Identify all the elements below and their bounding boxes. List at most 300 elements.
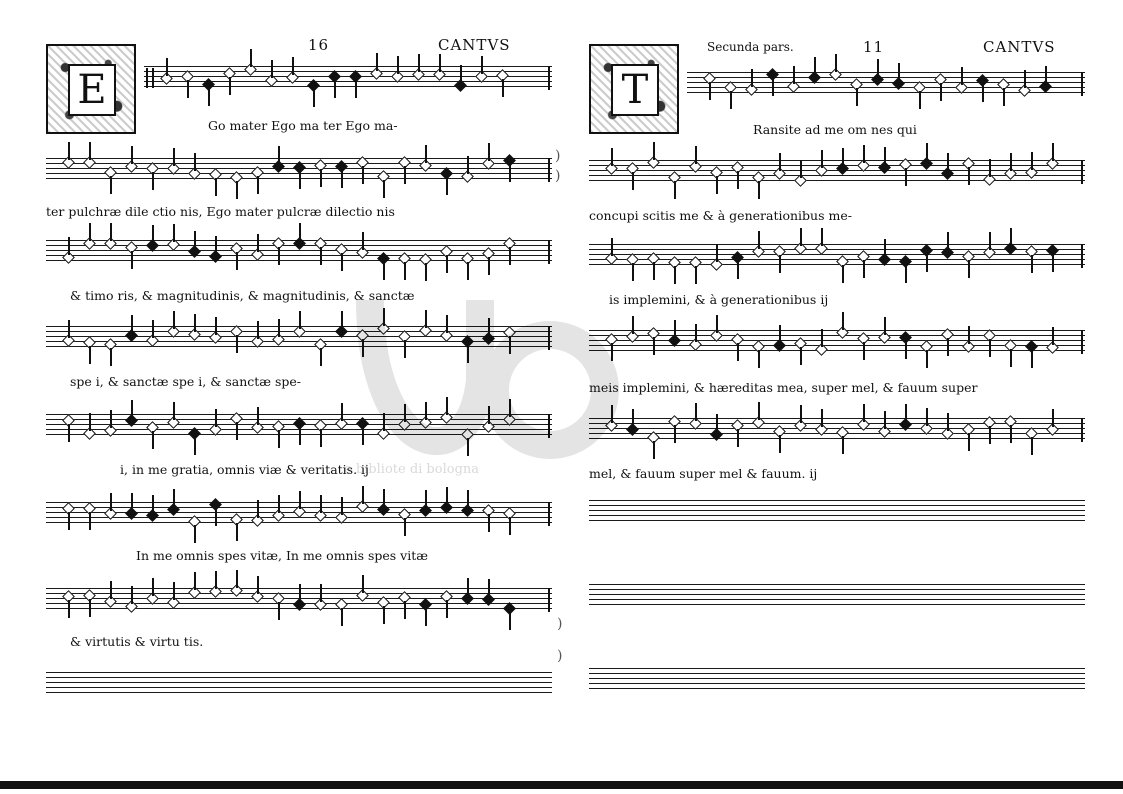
note-stem — [320, 584, 322, 602]
note-stem — [695, 266, 697, 284]
note-stem — [737, 171, 739, 189]
staff-empty-1 — [589, 500, 1085, 524]
note-stem — [611, 405, 613, 423]
note-stem — [299, 171, 301, 189]
note-stem — [919, 91, 921, 109]
staff-4 — [46, 326, 552, 350]
note-stem — [467, 438, 469, 456]
note-stem — [758, 231, 760, 249]
note-stem — [1052, 143, 1054, 161]
note-stem — [509, 517, 511, 535]
note-stem — [404, 601, 406, 619]
note-stem — [89, 413, 91, 431]
staff-1 — [687, 72, 1085, 96]
note-stem — [131, 400, 133, 418]
note-stem — [194, 231, 196, 249]
note-stem — [89, 223, 91, 241]
note-stem — [131, 251, 133, 269]
note-stem — [362, 232, 364, 250]
note-stem — [793, 66, 795, 84]
note-stem — [926, 408, 928, 426]
note-stem — [926, 254, 928, 272]
note-stem — [509, 247, 511, 265]
left-page-number: 16 — [308, 36, 330, 54]
clef-icon — [144, 66, 154, 90]
note-stem — [215, 317, 217, 335]
note-stem — [299, 311, 301, 329]
note-stem — [257, 321, 259, 339]
note-stem — [383, 489, 385, 507]
note-stem — [362, 166, 364, 184]
note-stem — [488, 579, 490, 597]
note-stem — [632, 409, 634, 427]
note-stem — [341, 311, 343, 329]
lyric-line-7: & virtutis & virtu tis. — [70, 634, 204, 649]
note-stem — [884, 239, 886, 257]
note-stem — [89, 599, 91, 617]
lyric-line-5: mel, & fauum super mel & fauum. ij — [589, 466, 818, 481]
initial-letter: E — [68, 64, 116, 116]
note-stem — [215, 236, 217, 254]
note-stem — [877, 59, 879, 77]
staff-3 — [46, 240, 552, 264]
note-stem — [632, 263, 634, 281]
note-stem — [800, 228, 802, 246]
note-stem — [488, 318, 490, 336]
note-stem — [215, 571, 217, 589]
bar-line — [1081, 72, 1083, 96]
decorated-initial-e — [46, 44, 136, 134]
note-stem — [653, 142, 655, 160]
note-stem — [1031, 255, 1033, 273]
note-stem — [488, 143, 490, 161]
note-stem — [653, 337, 655, 355]
note-stem — [1031, 437, 1033, 455]
note-stem — [653, 262, 655, 280]
bar-line — [1081, 330, 1083, 354]
note-stem — [611, 343, 613, 361]
note-stem — [446, 315, 448, 333]
lyric-line-5: i, in me gratia, omnis viæ & veritatis. ij — [120, 462, 369, 477]
note-stem — [131, 493, 133, 511]
bar-line — [548, 66, 550, 90]
note-stem — [1031, 152, 1033, 170]
note-stem — [278, 602, 280, 620]
note-stem — [257, 500, 259, 518]
note-stem — [299, 584, 301, 602]
note-stem — [856, 88, 858, 106]
note-stem — [215, 178, 217, 196]
note-stem — [257, 176, 259, 194]
note-stem — [236, 252, 238, 270]
note-stem — [173, 224, 175, 242]
note-stem — [716, 315, 718, 333]
note-stem — [905, 341, 907, 359]
binding-mark: ) — [555, 148, 561, 164]
note-stem — [425, 145, 427, 163]
note-stem — [68, 142, 70, 160]
note-stem — [674, 181, 676, 199]
note-stem — [236, 523, 238, 541]
note-stem — [446, 177, 448, 195]
note-stem — [404, 166, 406, 184]
note-stem — [758, 402, 760, 420]
page-bottom-edge — [0, 781, 1123, 789]
note-stem — [68, 424, 70, 442]
note-stem — [278, 247, 280, 265]
bar-line — [548, 158, 550, 182]
note-stem — [439, 54, 441, 72]
note-stem — [751, 69, 753, 87]
note-stem — [404, 518, 406, 536]
note-stem — [730, 91, 732, 109]
note-stem — [467, 578, 469, 596]
bar-line — [1081, 244, 1083, 268]
note-stem — [884, 317, 886, 335]
note-stem — [362, 427, 364, 445]
note-stem — [940, 83, 942, 101]
note-stem — [89, 142, 91, 160]
note-stem — [292, 57, 294, 75]
note-stem — [926, 143, 928, 161]
note-stem — [968, 326, 970, 344]
note-stem — [758, 350, 760, 368]
note-stem — [1031, 350, 1033, 368]
bar-line — [548, 326, 550, 350]
note-stem — [821, 228, 823, 246]
lyric-line-3: & timo ris, & magnitudinis, & magnitudinis, & sanctæ — [70, 288, 415, 303]
note-stem — [425, 608, 427, 626]
note-stem — [110, 176, 112, 194]
note-stem — [821, 150, 823, 168]
note-stem — [905, 265, 907, 283]
staff-2 — [589, 160, 1085, 184]
note-stem — [341, 608, 343, 626]
note-stem — [695, 324, 697, 342]
staff-empty-2 — [589, 584, 1085, 608]
note-stem — [1045, 66, 1047, 84]
note-stem — [131, 315, 133, 333]
binding-mark: ) — [555, 168, 561, 184]
note-stem — [194, 314, 196, 332]
note-stem — [194, 572, 196, 590]
note-stem — [653, 441, 655, 459]
note-stem — [446, 487, 448, 505]
note-stem — [320, 247, 322, 265]
left-page — [40, 0, 555, 720]
lyric-line-1: Ransite ad me om nes qui — [753, 122, 917, 137]
note-stem — [110, 581, 112, 599]
bar-line — [548, 414, 550, 438]
note-stem — [383, 413, 385, 431]
note-stem — [110, 493, 112, 511]
watermark-text: e bibliote di bologna — [344, 462, 480, 477]
note-stem — [446, 255, 448, 273]
note-stem — [884, 147, 886, 165]
note-stem — [863, 342, 865, 360]
note-stem — [173, 489, 175, 507]
note-stem — [152, 495, 154, 513]
note-stem — [488, 406, 490, 424]
note-stem — [236, 570, 238, 588]
note-stem — [383, 180, 385, 198]
note-stem — [383, 606, 385, 624]
note-stem — [215, 508, 217, 526]
note-stem — [842, 436, 844, 454]
note-stem — [110, 410, 112, 428]
note-stem — [1052, 254, 1054, 272]
note-stem — [250, 49, 252, 67]
note-stem — [89, 346, 91, 364]
note-stem — [320, 429, 322, 447]
note-stem — [341, 253, 343, 271]
note-stem — [299, 427, 301, 445]
note-stem — [194, 525, 196, 543]
note-stem — [376, 53, 378, 71]
note-stem — [488, 514, 490, 532]
note-stem — [383, 308, 385, 326]
note-stem — [779, 325, 781, 343]
note-stem — [509, 164, 511, 182]
note-stem — [968, 433, 970, 451]
note-stem — [110, 223, 112, 241]
staff-empty — [46, 672, 552, 696]
note-stem — [187, 80, 189, 98]
staff-1 — [144, 66, 552, 90]
note-stem — [905, 168, 907, 186]
note-stem — [716, 414, 718, 432]
note-stem — [131, 146, 133, 164]
note-stem — [446, 600, 448, 618]
note-stem — [152, 320, 154, 338]
note-stem — [800, 347, 802, 365]
note-stem — [257, 576, 259, 594]
bar-line — [1081, 160, 1083, 184]
note-stem — [989, 426, 991, 444]
note-stem — [467, 490, 469, 508]
binding-mark: ) — [557, 616, 563, 632]
note-stem — [779, 255, 781, 273]
staff-7 — [46, 588, 552, 612]
note-stem — [236, 335, 238, 353]
note-stem — [821, 329, 823, 347]
note-stem — [716, 244, 718, 262]
note-stem — [68, 237, 70, 255]
note-stem — [611, 148, 613, 166]
note-stem — [842, 265, 844, 283]
note-stem — [467, 262, 469, 280]
note-stem — [863, 404, 865, 422]
note-stem — [884, 411, 886, 429]
note-stem — [152, 431, 154, 449]
note-stem — [611, 238, 613, 256]
note-stem — [173, 582, 175, 600]
secunda-pars-label: Secunda pars. — [707, 40, 794, 54]
note-stem — [152, 172, 154, 190]
note-stem — [989, 339, 991, 357]
note-stem — [278, 430, 280, 448]
note-stem — [68, 600, 70, 618]
initial-letter: T — [611, 64, 659, 116]
note-stem — [355, 80, 357, 98]
note-stem — [674, 266, 676, 284]
note-stem — [397, 56, 399, 74]
right-page — [585, 0, 1085, 720]
lyric-line-2: concupi scitis me & à generationibus me- — [589, 208, 852, 223]
note-stem — [404, 340, 406, 358]
binding-mark: ) — [557, 648, 563, 664]
note-stem — [278, 319, 280, 337]
note-stem — [502, 79, 504, 97]
note-stem — [173, 311, 175, 329]
note-stem — [737, 429, 739, 447]
note-stem — [425, 310, 427, 328]
lyric-line-6: In me omnis spes vitæ, In me omnis spes vitæ — [136, 548, 429, 563]
note-stem — [341, 170, 343, 188]
note-stem — [362, 339, 364, 357]
note-stem — [194, 437, 196, 455]
note-stem — [313, 89, 315, 107]
note-stem — [271, 60, 273, 78]
note-stem — [446, 397, 448, 415]
note-stem — [758, 181, 760, 199]
note-stem — [236, 422, 238, 440]
note-stem — [772, 78, 774, 96]
note-stem — [509, 399, 511, 417]
note-stem — [425, 490, 427, 508]
note-stem — [926, 350, 928, 368]
note-stem — [278, 495, 280, 513]
note-stem — [278, 146, 280, 164]
note-stem — [947, 413, 949, 431]
staff-empty-3 — [589, 668, 1085, 692]
note-stem — [131, 586, 133, 604]
note-stem — [68, 320, 70, 338]
note-stem — [1052, 409, 1054, 427]
note-stem — [299, 223, 301, 241]
note-stem — [418, 54, 420, 72]
note-stem — [814, 57, 816, 75]
note-stem — [898, 63, 900, 81]
note-stem — [236, 181, 238, 199]
note-stem — [320, 169, 322, 187]
note-stem — [821, 409, 823, 427]
right-voice-label: CANTVS — [983, 38, 1056, 56]
left-voice-label: CANTVS — [438, 36, 511, 54]
note-stem — [1010, 153, 1012, 171]
note-stem — [152, 578, 154, 596]
right-page-number: 11 — [863, 38, 885, 56]
note-stem — [110, 348, 112, 366]
note-stem — [68, 512, 70, 530]
lyric-line-4: meis implemini, & hæreditas mea, super mel, & fauum super — [589, 380, 978, 395]
note-stem — [947, 153, 949, 171]
note-stem — [779, 153, 781, 171]
note-stem — [842, 148, 844, 166]
note-stem — [481, 56, 483, 74]
note-stem — [737, 261, 739, 279]
note-stem — [737, 343, 739, 361]
decorated-initial-t — [589, 44, 679, 134]
note-stem — [404, 262, 406, 280]
note-stem — [467, 345, 469, 363]
note-stem — [989, 159, 991, 177]
note-stem — [674, 425, 676, 443]
note-stem — [194, 153, 196, 171]
note-stem — [257, 234, 259, 252]
bar-line — [1081, 418, 1083, 442]
note-stem — [961, 67, 963, 85]
note-stem — [800, 405, 802, 423]
note-stem — [166, 58, 168, 76]
note-stem — [779, 435, 781, 453]
note-stem — [509, 612, 511, 630]
lyric-line-3: is implemini, & à generationibus ij — [609, 292, 829, 307]
note-stem — [709, 82, 711, 100]
staff-5 — [589, 418, 1085, 442]
note-stem — [989, 232, 991, 250]
note-stem — [488, 257, 490, 275]
note-stem — [695, 146, 697, 164]
note-stem — [208, 88, 210, 106]
note-stem — [341, 403, 343, 421]
bar-line — [548, 240, 550, 264]
note-stem — [947, 338, 949, 356]
staff-3 — [589, 244, 1085, 268]
note-stem — [1024, 70, 1026, 88]
note-stem — [674, 320, 676, 338]
note-stem — [89, 512, 91, 530]
note-stem — [1052, 327, 1054, 345]
note-stem — [362, 575, 364, 593]
staff-4 — [589, 330, 1085, 354]
note-stem — [1010, 349, 1012, 367]
staff-2 — [46, 158, 552, 182]
staff-5 — [46, 414, 552, 438]
note-stem — [863, 260, 865, 278]
note-stem — [404, 404, 406, 422]
note-stem — [320, 348, 322, 366]
lyric-line-2: ter pulchræ dile ctio nis, Ego mater pulcræ dilectio nis — [46, 204, 395, 219]
note-stem — [425, 263, 427, 281]
note-stem — [362, 486, 364, 504]
note-stem — [467, 156, 469, 174]
note-stem — [835, 54, 837, 72]
note-stem — [716, 176, 718, 194]
note-stem — [947, 232, 949, 250]
note-stem — [1003, 88, 1005, 106]
note-stem — [632, 172, 634, 190]
note-stem — [968, 260, 970, 278]
lyric-line-4: spe i, & sanctæ spe i, & sanctæ spe- — [70, 374, 302, 389]
note-stem — [425, 402, 427, 420]
note-stem — [383, 262, 385, 280]
note-stem — [863, 145, 865, 163]
note-stem — [341, 497, 343, 515]
note-stem — [299, 491, 301, 509]
note-stem — [695, 403, 697, 421]
note-stem — [215, 409, 217, 427]
note-stem — [1010, 228, 1012, 246]
bar-line — [548, 588, 550, 612]
note-stem — [1010, 425, 1012, 443]
note-stem — [229, 77, 231, 95]
note-stem — [334, 80, 336, 98]
note-stem — [982, 84, 984, 102]
note-stem — [905, 404, 907, 422]
bar-line — [548, 502, 550, 526]
note-stem — [320, 495, 322, 513]
